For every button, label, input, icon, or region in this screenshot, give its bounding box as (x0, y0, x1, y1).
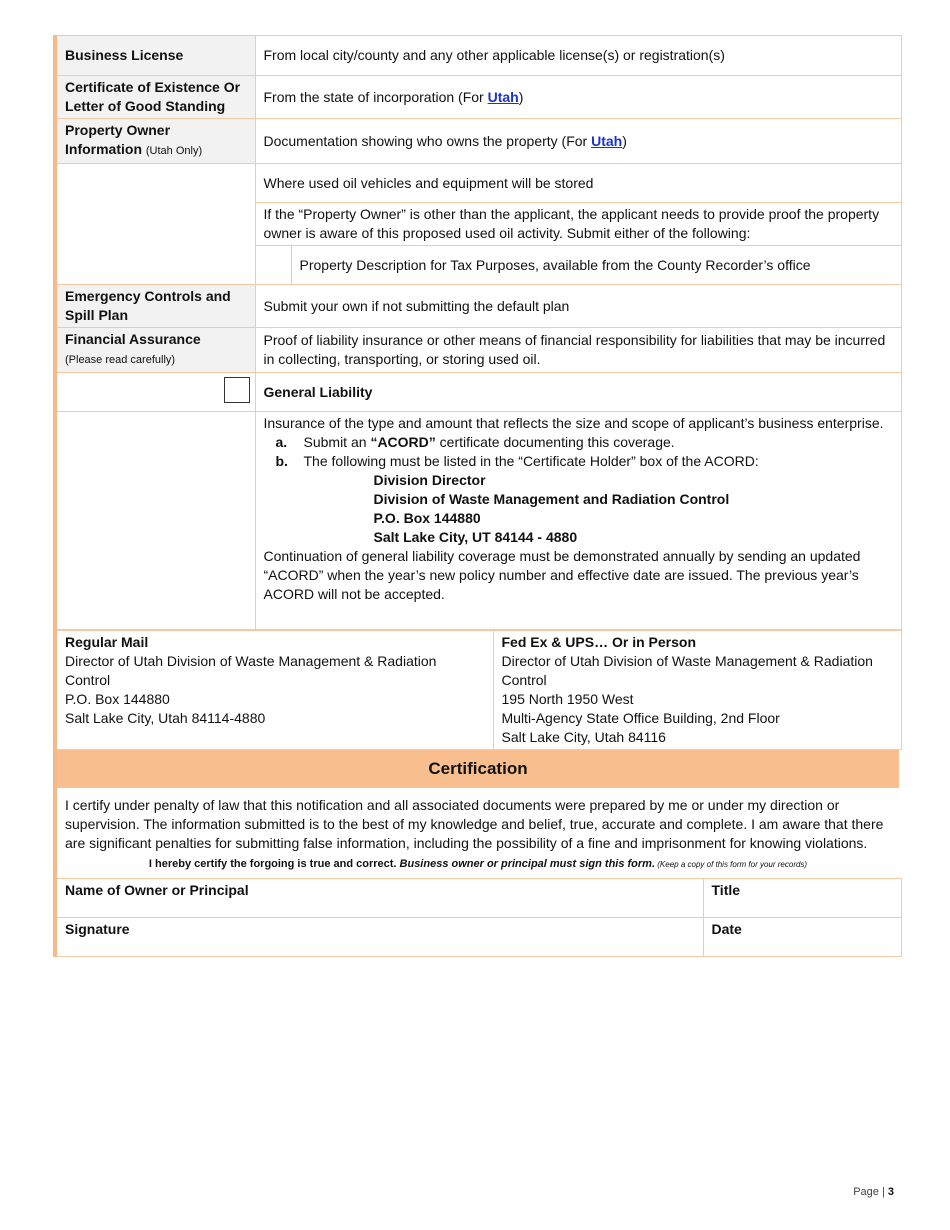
regular-mail-cell: Regular Mail Director of Utah Division of Waste Management & Radiation Control P.O. Box 144880 Salt Lake City, Utah 84114-4880 (55, 631, 493, 750)
table-row (55, 631, 901, 750)
utah-link[interactable]: Utah (487, 88, 519, 105)
table-row (55, 76, 901, 119)
certificate-label: Certificate of Existence Or Letter of Good Standing (55, 76, 255, 119)
emergency-text: Submit your own if not submitting the default plan (255, 285, 901, 328)
blank-label-cell (55, 412, 255, 630)
table-row (55, 918, 901, 957)
requirements-table (53, 35, 902, 630)
checkbox-cell (55, 373, 255, 412)
list-item: a. Submit an “ACORD” certificate documenting this coverage. (275, 434, 675, 450)
certification-statement: I certify under penalty of law that this notification and all associated documents were prepared by me or under my direction or supervision. The information submitted is to the best of my knowledge and belief, true, accurate and complete. I am aware that there are significant penalties for submitting false information, including the possibility of a fine and imprisonment for knowing violations. (65, 797, 884, 851)
table-row (55, 164, 901, 203)
property-owner-text: Documentation showing who owns the property (For Utah) (255, 119, 901, 164)
signature-field[interactable]: Signature (55, 918, 703, 957)
mailing-table (53, 630, 902, 750)
owner-name-field[interactable]: Name of Owner or Principal (55, 879, 703, 918)
certification-body (53, 788, 899, 878)
list-item: b. The following must be listed in the “Certificate Holder” box of the ACORD: (275, 453, 759, 469)
insurance-intro: Insurance of the type and amount that reflects the size and scope of applicant’s business enterprise. (263, 415, 884, 431)
table-row (55, 285, 901, 328)
date-field[interactable]: Date (703, 918, 901, 957)
blank-label-cell (55, 164, 255, 285)
certificate-text: From the state of incorporation (For Utah) (255, 76, 901, 119)
certification-line: I hereby certify the forgoing is true and correct. Business owner or principal must sign this form. (Keep a copy of this form for your records) (148, 858, 808, 870)
business-license-label: Business License (55, 36, 255, 76)
page-footer: Page | 3 (853, 1186, 894, 1198)
certificate-holder-address: Division Director Division of Waste Management and Radiation Control P.O. Box 144880 Salt Lake City, UT 84144 - 4880 (373, 472, 730, 545)
emergency-label: Emergency Controls and Spill Plan (55, 285, 255, 328)
general-liability-label: General Liability (255, 373, 901, 412)
fedex-cell: Fed Ex & UPS… Or in Person Director of Utah Division of Waste Management & Radiation Control 195 North 1950 West Multi-Agency State Office Building, 2nd Floor Salt Lake City, Utah 84116 (493, 631, 901, 750)
property-owner-label: Property Owner Information (Utah Only) (55, 119, 255, 164)
indent-cell (255, 246, 291, 285)
form-page (53, 35, 899, 957)
insurance-details (255, 412, 901, 630)
insurance-continuation: Continuation of general liability coverage must be demonstrated annually by sending an updated “ACORD” when the year’s new policy number and effective date are issued. The previous year’s ACORD will not be accepted. (263, 548, 861, 602)
certification-heading: Certification (53, 750, 899, 788)
table-row (55, 879, 901, 918)
financial-assurance-label: Financial Assurance (Please read carefully) (55, 328, 255, 373)
signature-table (53, 878, 902, 957)
financial-assurance-text: Proof of liability insurance or other means of financial responsibility for liabilities that may be incurred in collecting, transporting, or storing used oil. (255, 328, 901, 373)
business-license-text: From local city/county and any other applicable license(s) or registration(s) (255, 36, 901, 76)
storage-text: Where used oil vehicles and equipment will be stored (255, 164, 901, 203)
table-row (55, 36, 901, 76)
table-row (55, 328, 901, 373)
page-number: 3 (887, 1186, 894, 1198)
table-row (55, 412, 901, 630)
general-liability-checkbox[interactable] (224, 377, 250, 403)
table-row (55, 119, 901, 164)
tax-description-text: Property Description for Tax Purposes, available from the County Recorder’s office (291, 246, 901, 285)
proof-text: If the “Property Owner” is other than the applicant, the applicant needs to provide proof the property owner is aware of this proposed used oil activity. Submit either of the following: (255, 203, 901, 246)
title-field[interactable]: Title (703, 879, 901, 918)
utah-link[interactable]: Utah (591, 132, 623, 149)
table-row (55, 373, 901, 412)
